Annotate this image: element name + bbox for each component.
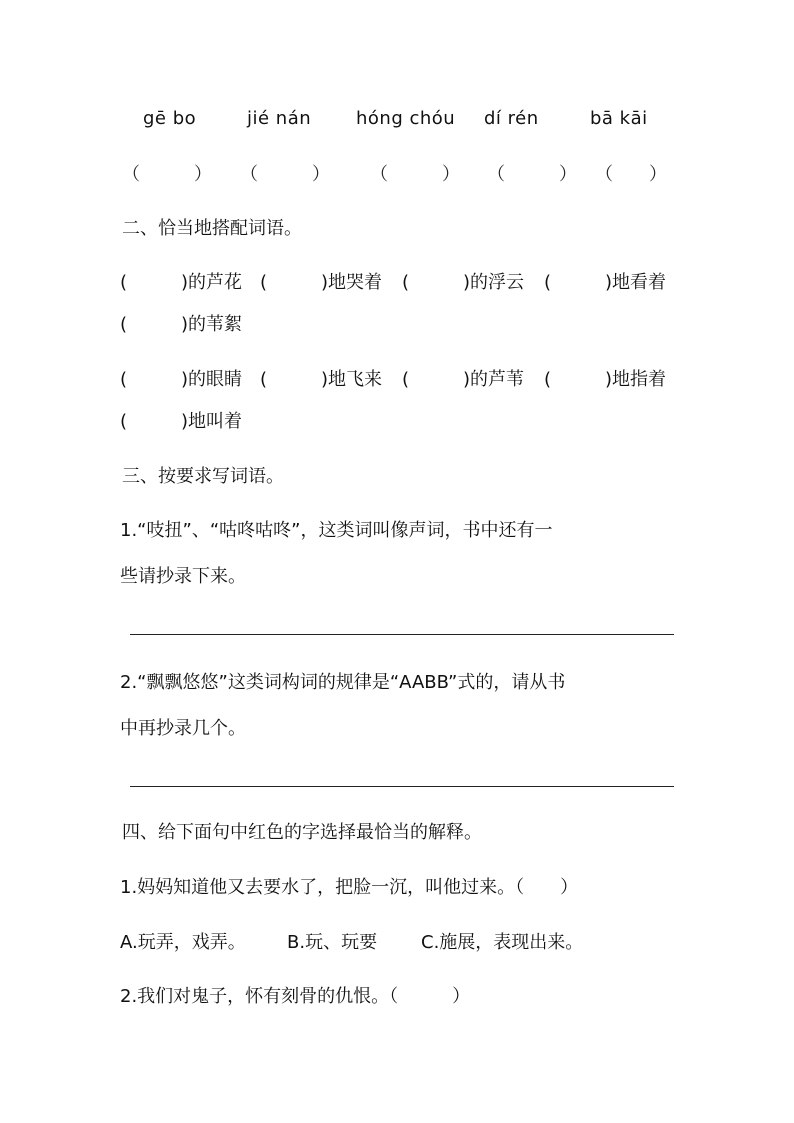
match-2-1[interactable]: ( )的眼睛 (120, 369, 243, 390)
pinyin-5: bā kāi (590, 108, 648, 129)
question-3-2-line2: 中再抄录几个。 (120, 718, 246, 739)
answer-blank-1[interactable]: （ ） (122, 164, 212, 185)
answer-blank-5[interactable]: （ ） (595, 164, 667, 185)
answer-blank-2[interactable]: （ ） (240, 164, 330, 185)
pinyin-3: hóng chóu (356, 108, 456, 129)
question-3-1-line2: 些请抄录下来。 (120, 566, 246, 587)
section-2-title: 二、恰当地搭配词语。 (122, 218, 302, 239)
answer-line-3-2[interactable] (130, 786, 674, 787)
match-1-4[interactable]: ( )地看着 (544, 272, 667, 293)
question-4-2: 2.我们对鬼子，怀有刻骨的仇恨。（ ） (120, 986, 471, 1007)
section-4-title: 四、给下面句中红色的字选择最恰当的解释。 (122, 822, 482, 843)
pinyin-4: dí rén (484, 108, 539, 129)
option-c[interactable]: C.施展，表现出来。 (421, 932, 584, 953)
match-1-2[interactable]: ( )地哭着 (260, 272, 383, 293)
question-3-2-line1: 2.“飘飘悠悠”这类词构词的规律是“AABB”式的，请从书 (120, 672, 566, 693)
match-2-3[interactable]: ( )的芦苇 (402, 369, 525, 390)
answer-blank-3[interactable]: （ ） (370, 164, 460, 185)
question-3-1-line1: 1.“吱扭”、“咕咚咕咚”，这类词叫像声词，书中还有一 (120, 520, 553, 541)
answer-line-3-1[interactable] (130, 634, 674, 635)
pinyin-2: jié nán (247, 108, 312, 129)
match-1-5[interactable]: ( )的苇絮 (120, 314, 243, 335)
option-b[interactable]: B.玩、玩要 (287, 932, 378, 953)
option-a[interactable]: A.玩弄，戏弄。 (120, 932, 246, 953)
match-1-3[interactable]: ( )的浮云 (402, 272, 525, 293)
answer-blank-4[interactable]: （ ） (487, 164, 577, 185)
section-3-title: 三、按要求写词语。 (122, 466, 284, 487)
match-2-5[interactable]: ( )地叫着 (120, 411, 243, 432)
match-2-2[interactable]: ( )地飞来 (260, 369, 383, 390)
match-1-1[interactable]: ( )的芦花 (120, 272, 243, 293)
question-4-1: 1.妈妈知道他又去要水了，把脸一沉，叫他过来。（ ） (120, 877, 579, 898)
pinyin-1: gē bo (143, 108, 197, 129)
match-2-4[interactable]: ( )地指着 (544, 369, 667, 390)
